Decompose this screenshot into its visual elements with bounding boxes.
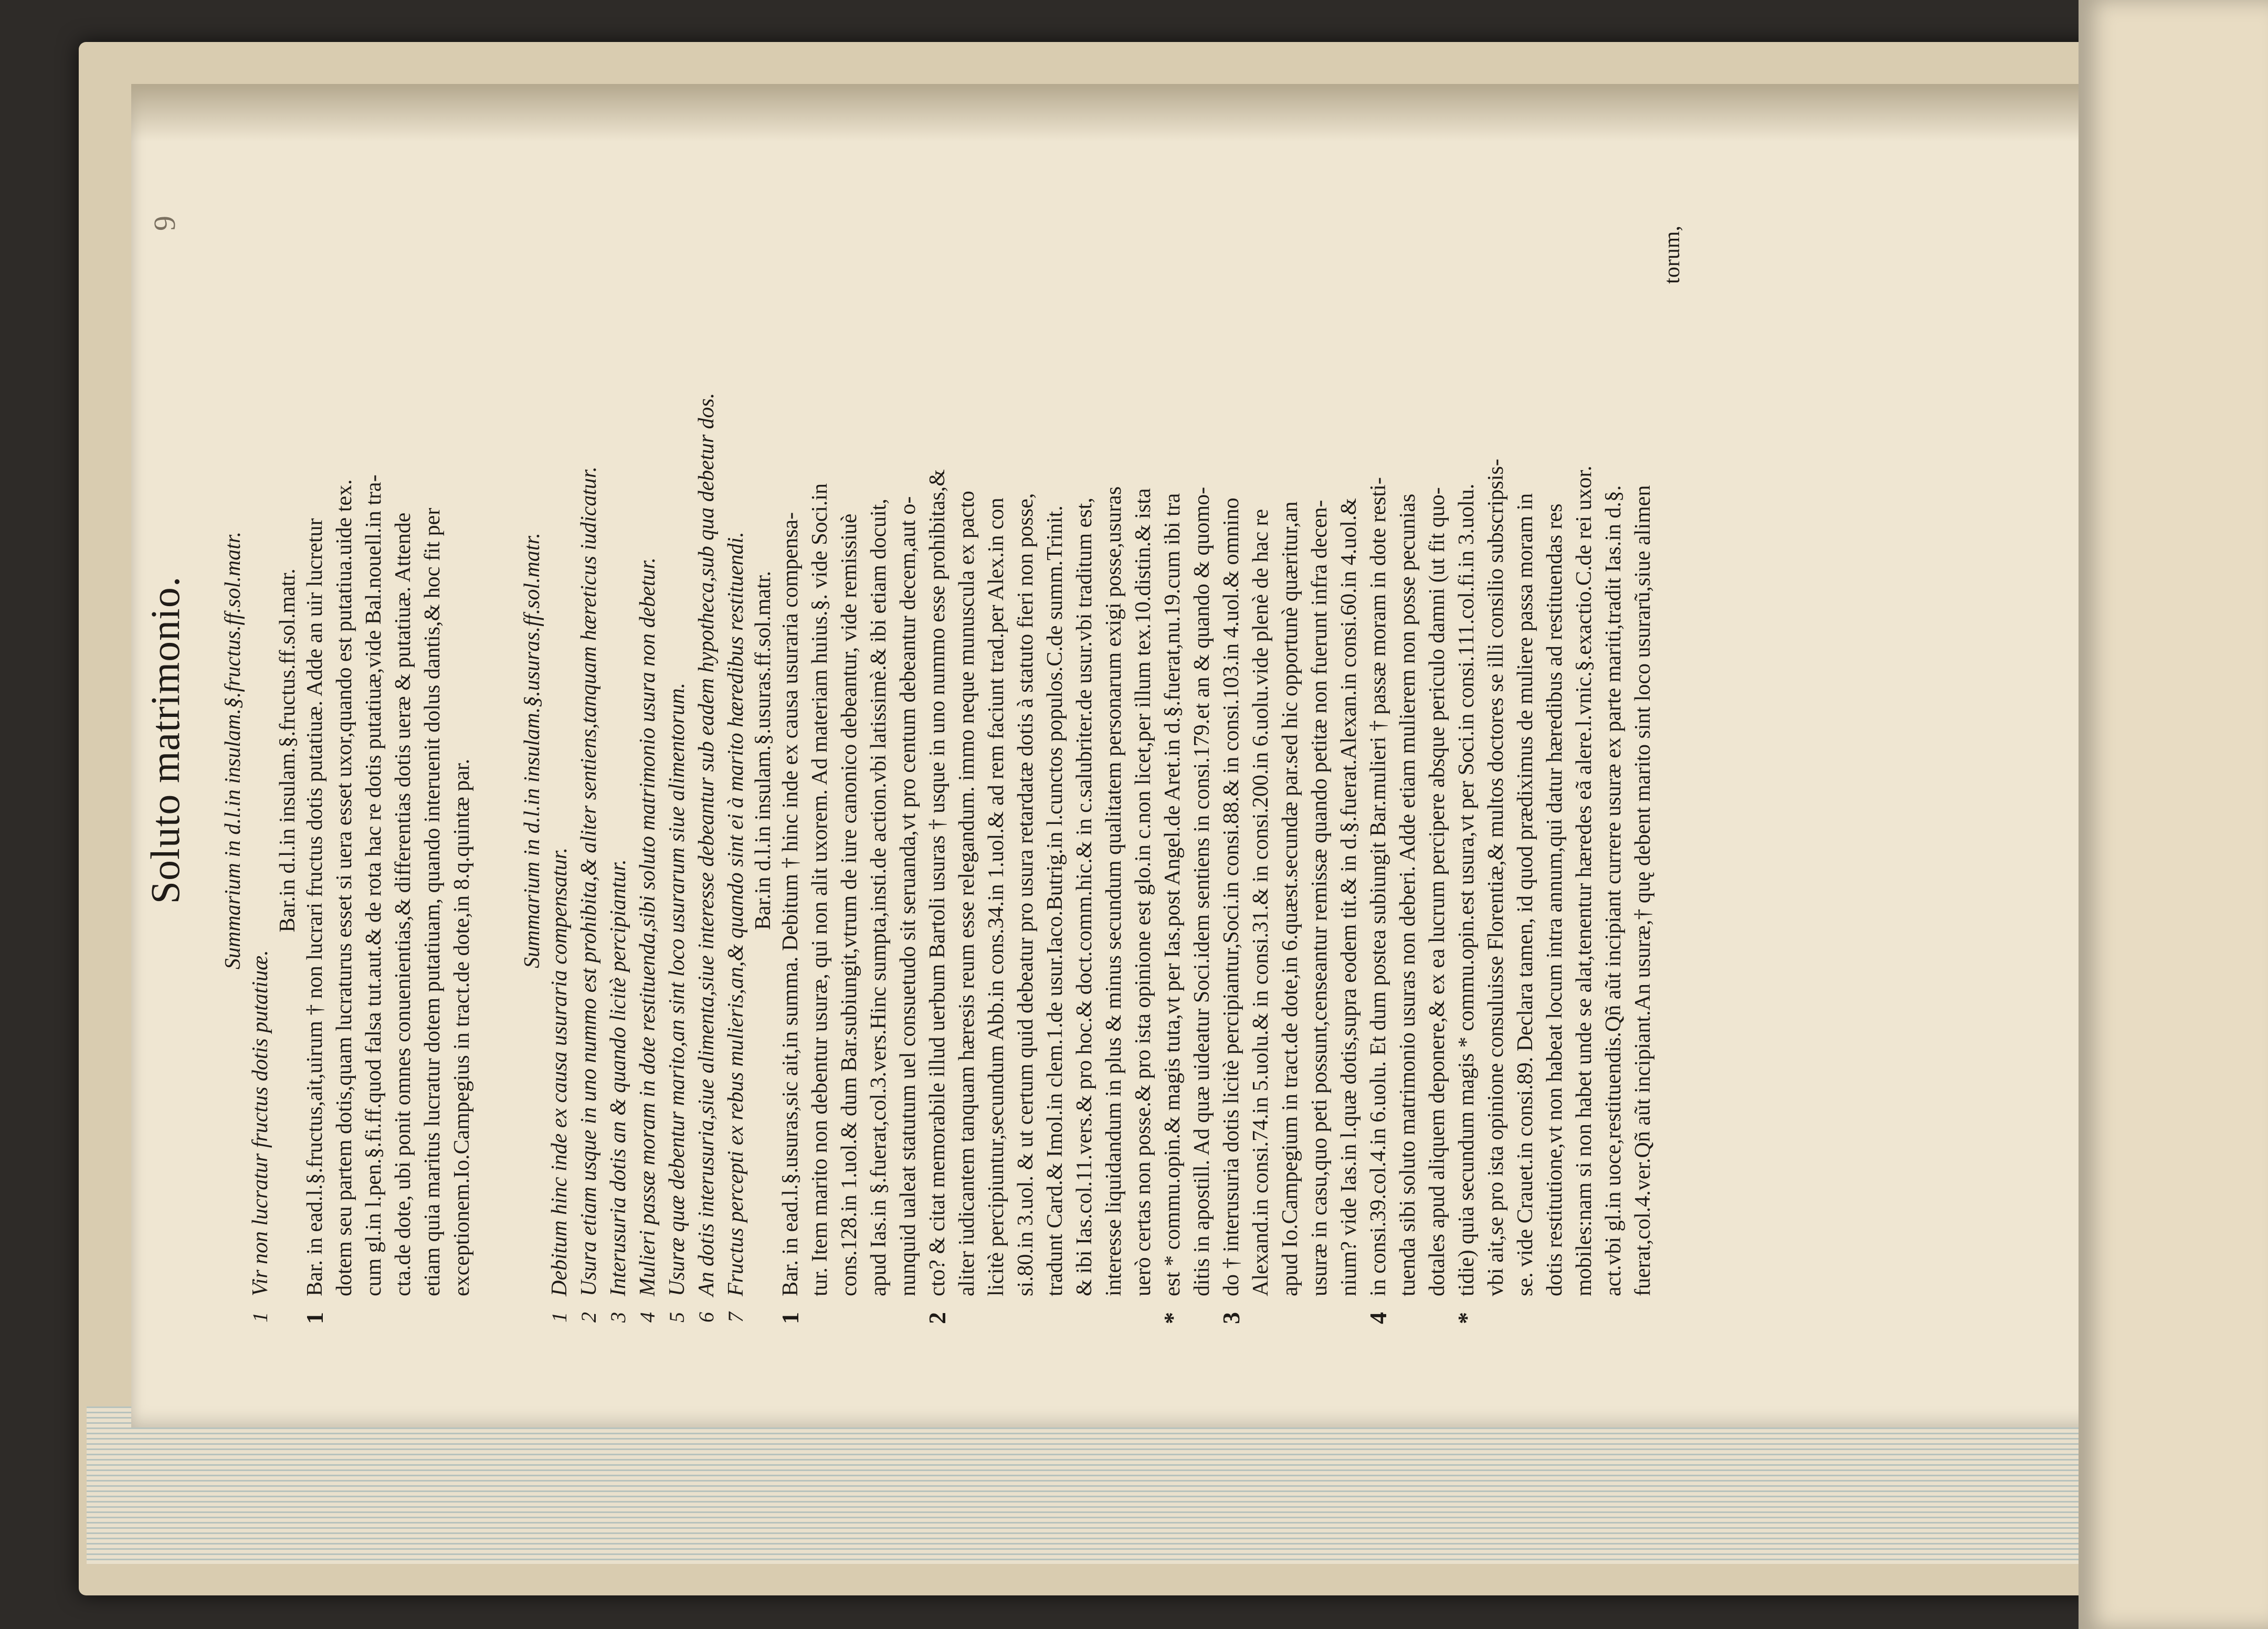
text-line (330, 205, 359, 1296)
running-head: Soluto matrimonio. (142, 576, 188, 904)
line-text: dotis restitutione,vt non habeat locum intra annum,qui datur hæredibus ad restituendas res (1543, 503, 1567, 1296)
text-line (1305, 205, 1334, 1296)
text-line (418, 205, 447, 1296)
text-line (1452, 205, 1481, 1324)
text-line (982, 205, 1011, 1296)
line-text: tur. Item marito non debentur usuræ, qui non alit uxorem. Ad materiam huius.§. vide Soci.in (808, 483, 832, 1296)
catchword-row (1658, 205, 1687, 1296)
line-text: cum gl.in l.pen.§.fi.ff.quod falsa tut.aut.& de rota hac re dotis putatiuæ,vide Bal.nouell.in tra- (362, 474, 386, 1296)
line-text: tidie) quia secundum magis * commu.opin.est usura,vt per Soci.in consi.111.col.fi.in 3.uolu. (1454, 483, 1479, 1296)
line-text: cta.de dote, ubi ponit omnes conuenientias,& differentias dotis ueræ & putatiuæ. Attende (391, 512, 415, 1296)
margin-number: 1 (547, 1312, 571, 1323)
summary-heading-2: Summarium in d.l.in insulam.§.usuras.ff.sol.matr. (520, 533, 544, 968)
text-line (1040, 205, 1070, 1296)
summary-item (692, 205, 721, 1323)
summary-item (662, 205, 692, 1323)
line-text: do † interusuria dotis licitè percipiantur,Soci.in consi.88.& in consi.103.in 4.uol.& omnino (1219, 498, 1243, 1296)
line-text: usuræ in casu,quo peti possunt,censeantur remissæ quando petitæ non fuerunt infra decen- (1307, 500, 1332, 1296)
line-text: fuerat,col.4.ver.Qñ aũt incipiant.An usuræ,† quę debent marito sint loco usurarũ,siue alimen (1631, 485, 1655, 1296)
line-text: tradunt Card.& Imol.in clem.1.de usur.Iaco.Butrig.in l.cunctos populos.C.de summ.Trinit. (1043, 505, 1067, 1296)
summary-item (633, 205, 662, 1323)
margin-number: 2 (924, 1312, 951, 1324)
summary-block-1 (220, 205, 477, 1324)
text-line (1246, 205, 1275, 1296)
summary-items-1 (246, 205, 275, 1323)
text-line (864, 205, 893, 1296)
text-line (447, 205, 477, 1296)
line-text: nium? vide Ias.in l.quæ dotis,supra eodem tit.& in d.§.fuerat.Alexan.in consi.60.in 4.uol.& (1337, 498, 1361, 1296)
line-text: interesse liquidandum in plus & minus secundum qualitatem personarum exigi posse,usuras (1102, 486, 1126, 1296)
text-line (300, 205, 330, 1324)
folio: 9 (147, 216, 182, 231)
text-line (835, 205, 864, 1296)
margin-number: 7 (724, 1312, 747, 1323)
line-text: Fructus percepti ex rebus mulieris,an,& quando sint ei à marito hæredibus restituendi. (724, 532, 748, 1296)
margin-number: 4 (636, 1312, 659, 1323)
summary-item (574, 205, 604, 1323)
margin-number: 1 (777, 1312, 804, 1324)
text-line (359, 205, 388, 1296)
line-text: se. vide Crauet.in consi.89. Declara tamen, id quod prædiximus de muliere passa moram in (1513, 493, 1537, 1296)
margin-number: * (1453, 1312, 1480, 1324)
text-line (1275, 205, 1305, 1296)
text-line (1422, 205, 1452, 1296)
commentary-body-2 (776, 205, 1658, 1324)
summary-block-2 (520, 205, 1687, 1324)
margin-number: 5 (665, 1312, 689, 1323)
text-line (1158, 205, 1187, 1324)
line-text: Bar. in ead.l.§.fructus,ait,uirum † non lucrari fructus dotis putatiuæ. Adde an uir lucretur (303, 518, 327, 1296)
source-line-2: Bar.in d.l.in insulam.§.usuras.ff.sol.matr. (751, 570, 775, 930)
text-line (1011, 205, 1040, 1296)
line-text: est * commu.opin.& magis tuta,vt per Ias.post Angel.de Aret.in d.§.fuerat,nu.19.cum ibi tra (1161, 493, 1185, 1296)
line-text: An dotis interusuria,siue alimenta,siue interesse debeantur sub eadem hypotheca,sub qua debetur dos. (694, 393, 719, 1296)
line-text: act.vbi gl.in uoce,restituendis.Qñ aũt incipiant currere usuræ ex parte mariti,tradit Ias.in d.§. (1601, 485, 1626, 1296)
text-line (1070, 205, 1099, 1296)
facing-page-edge (2079, 0, 2268, 1629)
line-text: etiam quia maritus lucratur dotem putatiuam, quando interuenit dolus dantis,& hoc fit per (420, 507, 445, 1296)
line-text: cto? & citat memorabile illud uerbum Bartoli usuras † usque in uno nummo esse prohibitas,& (925, 469, 950, 1296)
line-text: Vir non lucratur fructus dotis putatiuæ. (248, 950, 272, 1296)
text-line (1599, 205, 1628, 1296)
summary-item (721, 205, 751, 1323)
line-text: licitè percipiuntur,secundum Abb.in cons.34.in 1.uol.& ad rem faciunt trad.per Alex.in con (984, 498, 1008, 1296)
line-text: vbi ait,se pro ista opinione consuluisse Florentiæ,& multos doctores se illi consilio subscripsis- (1484, 459, 1508, 1296)
text-line (1569, 205, 1599, 1296)
text-line (893, 205, 923, 1296)
line-text: Usura etiam usque in uno nummo est prohibita,& aliter sentiens,tanquam hæreticus iudicatur. (577, 466, 601, 1296)
text-line (1511, 205, 1540, 1296)
text-line (1393, 205, 1422, 1296)
text-line (1628, 205, 1658, 1296)
line-text: dotem seu partem dotis,quam lucraturus esset si uera esset uxor,quando est putatiua.uide tex. (332, 479, 356, 1296)
text-line (776, 205, 805, 1324)
text-line (1364, 205, 1393, 1324)
summary-item (246, 205, 275, 1323)
text-column (142, 121, 2031, 1359)
summary-item (545, 205, 574, 1323)
page-edges (87, 1406, 2155, 1564)
line-text: cons.128.in 1.uol.& dum Bar.subiungit,vtrum de iure canonico debeantur, vide remissiuè (837, 513, 861, 1296)
margin-number: 3 (1218, 1312, 1244, 1324)
line-text: Interusuria dotis an & quando licitè percipiantur. (606, 859, 630, 1296)
summary-items-2 (545, 205, 751, 1323)
line-text: Debitum hinc inde ex causa usuraria compensatur. (547, 847, 572, 1296)
line-text: mobiles:nam si non habet unde se alat,tenentur hæredes eã alere.l.vnic.§.exactio.C.de rei uxor. (1572, 466, 1596, 1296)
text-line (1187, 205, 1217, 1296)
margin-number: 4 (1365, 1312, 1391, 1324)
text-line (1540, 205, 1569, 1296)
line-text: nunquid ualeat statutum uel consuetudo sit seruanda,vt pro centum debeantur decem,aut o- (896, 496, 920, 1296)
source-line-1: Bar.in d.l.in insulam.§.fructus.ff.sol.matr. (276, 568, 300, 933)
line-text: aliter iudicantem tanquam hæresis reum esse relegandum. immo neque munuscula ex pacto (955, 491, 979, 1296)
line-text: uerò certas non posse.& pro ista opinione est glo.in c.non licet,per illum tex.10.distin.& ista (1131, 488, 1155, 1296)
text-line (1481, 205, 1511, 1296)
text-line (388, 205, 418, 1296)
text-line (952, 205, 982, 1296)
text-line (1217, 205, 1246, 1324)
commentary-body-1 (300, 205, 477, 1324)
text-line (1099, 205, 1128, 1296)
line-text: Bar. in ead.l.§.usuras,sic ait,in summa. Debitum † hinc inde ex causa usuraria compensa- (778, 512, 803, 1296)
text-line (1334, 205, 1364, 1296)
margin-number: 1 (301, 1312, 328, 1324)
margin-number: 2 (577, 1312, 600, 1323)
line-text: exceptionem.Io.Campegius in tract.de dote,in 8.q.quintæ par. (450, 758, 474, 1296)
line-text: tuenda sibi soluto matrimonio usuras non deberi. Adde etiam mulierem non posse pecunias (1396, 493, 1420, 1296)
line-text: in consi.39.col.4.in 6.uolu. Et dum postea subiungit Bar.mulieri † passæ moram in dote resti- (1366, 477, 1390, 1296)
margin-number: 3 (606, 1312, 630, 1323)
catchword: torum, (1660, 226, 1684, 284)
margin-number: * (1159, 1312, 1186, 1324)
line-text: ditis in apostill. Ad quæ uideatur Soci.idem sentiens in consi.179.et an & quando & quomo- (1190, 486, 1214, 1296)
line-text: dotales apud aliquem deponere,& ex ea lucrum percipere absque periculo damni (ut fit quo- (1425, 487, 1449, 1296)
line-text: Alexand.in consi.74.in 5.uolu.& in consi.31.& in consi.200.in 6.uolu.vide plenè de hac re (1249, 509, 1273, 1296)
line-text: & ibi Ias.col.11.vers.& pro hoc.& doct.comm.hic.& in c.salubriter.de usur.vbi traditum est, (1072, 498, 1096, 1296)
line-text: Usuræ quæ debentur marito,an sint loco usurarum siue alimentorum. (665, 682, 689, 1296)
text-line (805, 205, 835, 1296)
margin-number: 1 (248, 1312, 272, 1323)
line-text: si.80.in 3.uol. & ut certum quid debeatur pro usura retardatæ dotis à statuto fieri non posse, (1014, 493, 1038, 1296)
line-text: apud Io.Campegium in tract.de dote,in 6.quæst.secundæ par.sed hic opportunè quæritur,an (1278, 501, 1302, 1296)
line-text: Mulieri passæ moram in dote restituenda,sibi soluto matrimonio usura non debetur. (636, 557, 660, 1296)
line-text: apud Ias.in §.fuerat,col.3.vers.Hinc sumpta,insti.de action.vbi latissimè.& ibi etiam docuit, (867, 499, 891, 1296)
summary-heading-1: Summarium in d.l.in insulam.§.fructus.ff.sol.matr. (221, 531, 245, 970)
text-line (923, 205, 952, 1324)
text-line (1128, 205, 1158, 1296)
margin-number: 6 (694, 1312, 718, 1323)
summary-item (604, 205, 633, 1323)
